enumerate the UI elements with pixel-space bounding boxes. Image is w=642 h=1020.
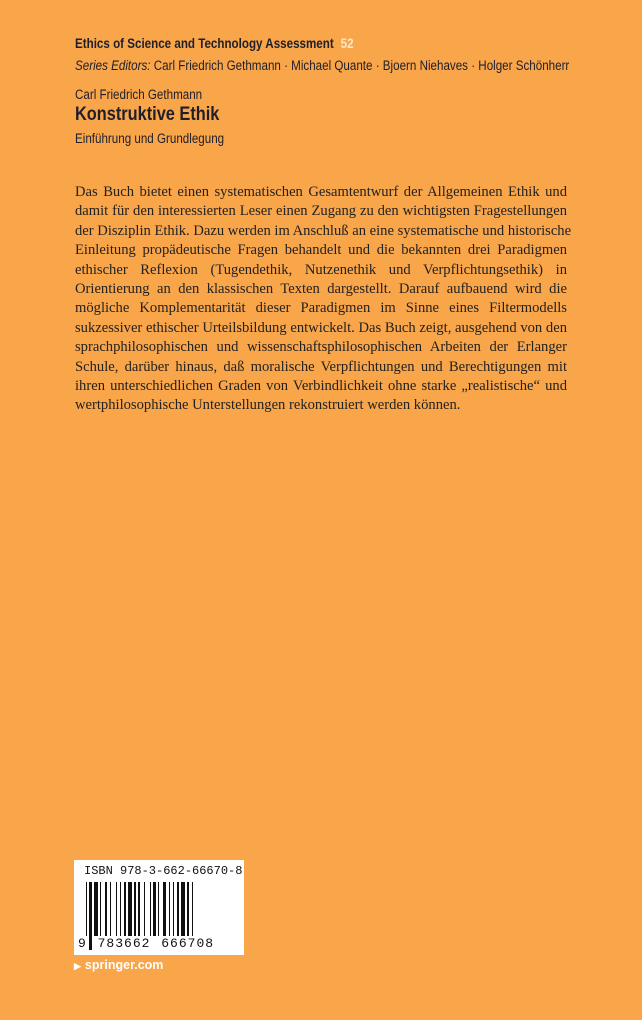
book-author: Carl Friedrich Gethmann: [75, 87, 203, 102]
blurb-line: sukzessiver ethischer Urteilsbildung entwickelt. Das Buch zeigt, ausgehend von den: [75, 319, 567, 336]
barcode-bar: [105, 882, 108, 936]
barcode-bar: [116, 882, 117, 936]
barcode-bar: [177, 882, 180, 936]
isbn-barcode: [74, 860, 244, 955]
barcode-bar: [100, 882, 101, 936]
blurb-line: sprachphilosophischen und wissenschaftsphilosophischen Arbeiten der Erlanger: [75, 339, 567, 356]
barcode-digits-left: 783662: [97, 936, 151, 951]
blurb-line: ihren unterschiedlichen Graden von Verbindlichkeit ohne starke „realistische“ und: [75, 377, 567, 394]
book-title: Konstruktive Ethik: [75, 104, 220, 125]
series-number: 52: [340, 36, 354, 51]
barcode-digits-right: 666708: [161, 936, 215, 951]
barcode-bar: [94, 882, 98, 936]
publisher-link[interactable]: [74, 958, 163, 972]
blurb-line: Schule, darüber hinaus, daß moralische Verpflichtungen und Berechtigungen mit: [75, 358, 567, 375]
blurb-line: wertphilosophische Unterstellungen rekonstruiert werden können.: [75, 397, 461, 414]
arrow-icon: ▶: [74, 961, 81, 971]
series-title: [75, 36, 354, 51]
blurb-line: ethischer Reflexion (Tugendethik, Nutzenethik und Verpflichtungsethik) in: [75, 261, 567, 278]
series-editors-names: Carl Friedrich Gethmann · Michael Quante · Bjoern Niehaves · Holger Schönherr: [153, 58, 570, 73]
barcode-bar: [163, 882, 167, 936]
barcode-bar: [153, 882, 156, 936]
barcode-bar: [150, 882, 151, 936]
series-editors-label: Series Editors:: [75, 58, 151, 73]
blurb-line: Das Buch bietet einen systematischen Gesamtentwurf der Allgemeinen Ethik und: [75, 184, 567, 200]
barcode-bar: [110, 882, 111, 936]
barcode-bar: [169, 882, 170, 936]
barcode-digits: [77, 936, 215, 951]
blurb-line: mögliche Komplementarität dieser Paradigmen im Sinne eines Filtermodells: [75, 300, 567, 317]
barcode-digit-first: 9: [78, 936, 87, 951]
blurb-line: Orientierung an den klassischen Texten dargestellt. Darauf aufbauend wird die: [75, 280, 567, 297]
blurb-text: [75, 183, 572, 416]
series-editors: [75, 58, 569, 73]
blurb-line: der Disziplin Ethik. Dazu werden im Anschluß an eine systematische und historische: [75, 222, 572, 239]
series-name: Ethics of Science and Technology Assessment: [75, 36, 334, 51]
book-subtitle: Einführung und Grundlegung: [75, 131, 225, 146]
barcode-bar: [124, 882, 127, 936]
barcode-bar: [134, 882, 135, 936]
barcode-bar: [120, 882, 121, 936]
blurb-line: damit für den interessierten Leser einen Zugang zu den wichtigsten Fragestellungen: [75, 203, 567, 220]
isbn-text: ISBN 978-3-662-66670-8: [84, 864, 243, 878]
blurb-line: Einleitung propädeutische Fragen behandelt und die bekannten drei Paradigmen: [75, 242, 567, 259]
barcode-bar: [144, 882, 145, 936]
barcode-bar: [128, 882, 132, 936]
barcode-bar: [181, 882, 185, 936]
barcode-bar: [173, 882, 174, 936]
barcode-bar: [158, 882, 159, 936]
publisher-url: springer.com: [84, 958, 164, 972]
